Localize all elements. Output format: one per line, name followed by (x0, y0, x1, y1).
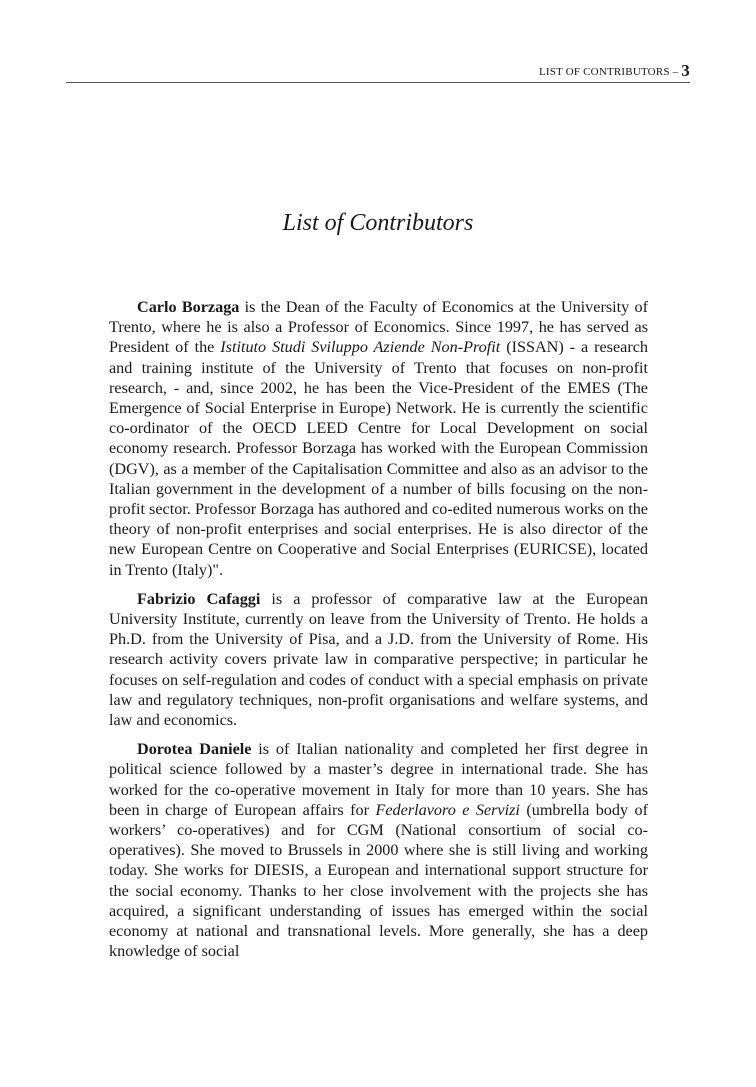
contributor-entry (109, 589, 648, 730)
contributor-name: Fabrizio Cafaggi (137, 589, 261, 608)
page-number: 3 (681, 61, 690, 80)
running-header (66, 60, 690, 83)
contributor-bio-text: (umbrella body of workers’ co-operatives) and for CGM (National consortium of social co-operatives). She moved to Brussels in 2000 where she is still living and working today. She works for DIESIS, a European and international support structure for the social economy. Thanks to her close involvement with the projects she has acquired, a significant understanding of issues has emerged within the social economy at national and transnational levels. More generally, she has a deep knowledge of social (109, 800, 648, 961)
contributors-list (109, 297, 648, 962)
page-title: List of Contributors (282, 210, 474, 236)
contributor-bio-text: is the Dean of the Faculty of Economics at the University of Trento, where he is also a Professor of Economics. Since 1997, he has served as President of the (109, 298, 648, 357)
contributor-entry (109, 297, 648, 580)
contributor-entry (109, 739, 648, 961)
organisation-name: Federlavoro e Servizi (375, 800, 520, 819)
contributor-name: Carlo Borzaga (137, 298, 240, 316)
contributor-bio-text: is a professor of comparative law at the European University Institute, currently on leave from the University of Trento. He holds a Ph.D. from the University of Pisa, and a J.D. from the University of Rome. His research activity covers private law in comparative perspective; in particular he focuses on self-regulation and codes of conduct with a special emphasis on private law and regulatory techniques, non-profit organisations and welfare systems, and law and economics. (109, 589, 648, 730)
running-title: LIST OF CONTRIBUTORS – (538, 66, 679, 78)
contributor-bio-text: is of Italian nationality and completed her first degree in political science followed by a master’s degree in international trade. She has worked for the co-operative movement in Italy for more than 10 years. She has been in charge of European affairs for (109, 740, 648, 819)
institute-name: Istituto Studi Sviluppo Aziende Non-Profit (220, 338, 501, 357)
contributor-name: Dorotea Daniele (137, 740, 252, 759)
contributor-bio-text: (ISSAN) - a research and training institute of the University of Trento that focuses on non-profit research, - and, since 2002, he has been the Vice-President of the EMES (The Emergence of Social Enterprise in Europe) Network. He is currently the scientific co-ordinator of the OECD LEED Centre for Local Development on social economy research. Professor Borzaga has worked with the European Commission (DGV), as a member of the Capitalisation Committee and also as an advisor to the Italian government in the development of a number of bills focusing on the non-profit sector. Professor Borzaga has authored and co-edited numerous works on the theory of non-profit enterprises and social enterprises. He is also director of the new European Centre on Cooperative and Social Enterprises (EURICSE), located in Trento (Italy)". (109, 338, 648, 579)
